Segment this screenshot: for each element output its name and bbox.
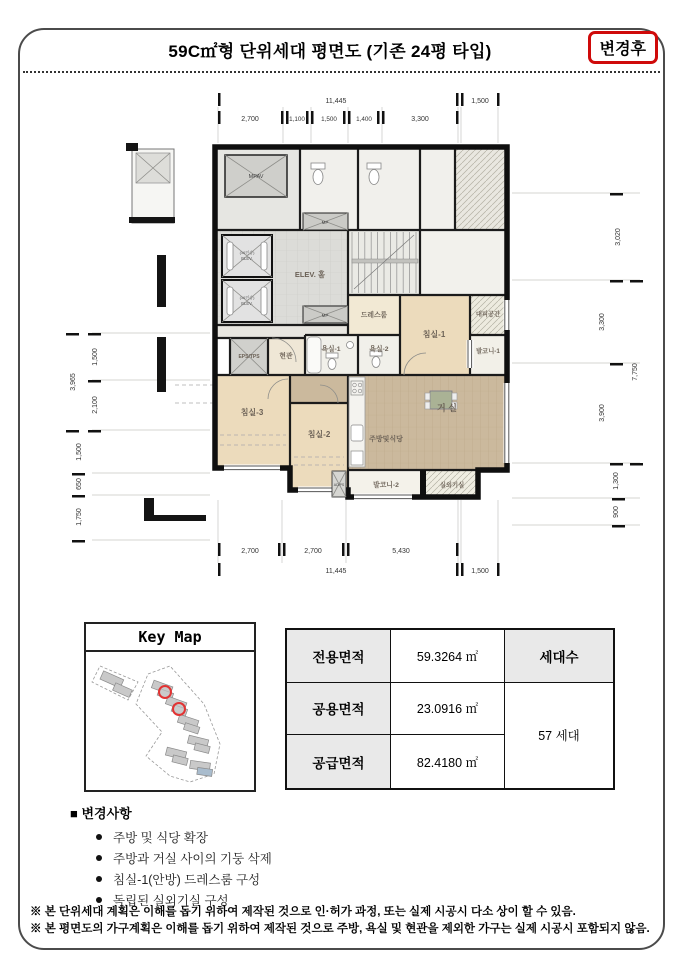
dim-top-seg: 2,700 bbox=[241, 116, 259, 123]
key-map-svg bbox=[86, 652, 254, 790]
elevator-capacity-label: (16인승) bbox=[239, 250, 255, 255]
area-table-value: 59.3264 ㎡ bbox=[391, 630, 505, 683]
refuge-label: 대피공간 bbox=[475, 311, 501, 318]
dim-bottom-seg: 2,700 bbox=[304, 548, 322, 555]
dim-bottom-total: 11,445 bbox=[325, 568, 347, 575]
floor-plan-svg bbox=[0, 85, 683, 600]
elevator-label: ELEV. bbox=[241, 301, 253, 306]
adjacent-structure-fragments bbox=[126, 143, 214, 521]
dim-left: 1,500 bbox=[92, 348, 99, 366]
living-label: 거 실 bbox=[437, 403, 457, 413]
dim-top-seg: 1,500 bbox=[321, 116, 337, 123]
mpav-label: MPAV bbox=[248, 174, 264, 180]
title-separator bbox=[23, 71, 660, 73]
change-item-text: 독립된 실외기실 구성 bbox=[113, 894, 229, 908]
page-title: 59C㎡형 단위세대 평면도 (기존 24평 타입) bbox=[168, 42, 492, 61]
changes-heading: ■ 변경사항 bbox=[70, 806, 132, 821]
area-table bbox=[285, 628, 615, 790]
units-value: 57 세대 bbox=[538, 729, 580, 744]
dim-bottom-seg: 2,700 bbox=[241, 548, 259, 555]
bedroom2-label: 침실-2 bbox=[307, 430, 331, 439]
site-building bbox=[186, 735, 211, 753]
area-table-value: 23.0916 ㎡ bbox=[391, 683, 505, 736]
highlighted-unit-marker bbox=[159, 686, 171, 698]
bullet-icon bbox=[96, 897, 102, 903]
site-building bbox=[176, 714, 202, 733]
area-table-value: 82.4180 ㎡ bbox=[391, 735, 505, 788]
elev-hall-label: ELEV. 홀 bbox=[294, 270, 326, 279]
list-item bbox=[96, 828, 500, 846]
dim-left: 650 bbox=[76, 478, 83, 490]
kitchen-fixtures bbox=[349, 377, 365, 467]
dim-right: 900 bbox=[613, 506, 620, 518]
list-item bbox=[96, 870, 500, 888]
revision-stamp: 변경후 bbox=[588, 31, 658, 64]
dim-bottom-right: 1,500 bbox=[471, 568, 489, 575]
highlighted-unit-marker bbox=[173, 703, 185, 715]
site-building bbox=[164, 747, 189, 765]
area-table-label: 전용면적 bbox=[287, 630, 391, 683]
balcony-divider-wall bbox=[420, 470, 426, 497]
bedroom3-label: 침실-3 bbox=[240, 408, 264, 417]
units-header: 세대수 bbox=[505, 630, 613, 683]
dim-left: 2,100 bbox=[92, 396, 99, 414]
footnote-line: ※ 본 평면도의 가구계획은 이해를 돕기 위하여 제작된 것으로 주방, 욕실 및 현관을 제외한 가구는 실제 시공시 포함되지 않음. bbox=[30, 922, 650, 935]
bath1-label: 욕실-1 bbox=[321, 346, 341, 353]
dim-right: 1,300 bbox=[613, 472, 620, 490]
site-building bbox=[98, 671, 135, 698]
changes-list bbox=[70, 828, 500, 909]
mp-label: MP bbox=[321, 313, 329, 318]
change-item-text: 주방 및 식당 확장 bbox=[113, 831, 208, 845]
balcony2-label: 발코니-2 bbox=[373, 482, 399, 489]
adps-label: AD/PS bbox=[333, 483, 345, 487]
dim-left: 3,965 bbox=[70, 373, 77, 391]
kitchen-label: 주방및식당 bbox=[369, 436, 403, 443]
dim-right: 3,300 bbox=[599, 313, 606, 331]
elevator-capacity-label: (16인승) bbox=[239, 295, 255, 300]
bath2-label: 욕실-2 bbox=[369, 346, 389, 353]
mp-label: MP bbox=[321, 220, 329, 225]
change-item-text: 침실-1(안방) 드레스룸 구성 bbox=[113, 873, 261, 887]
key-map-panel bbox=[84, 622, 256, 792]
dim-left: 1,500 bbox=[76, 443, 83, 461]
dim-top-seg: 1,400 bbox=[356, 116, 372, 123]
dim-top-seg: 1,100 bbox=[289, 116, 305, 123]
dim-right: 7,750 bbox=[632, 363, 639, 381]
area-table-label: 공용면적 bbox=[287, 683, 391, 736]
dim-top-right: 1,500 bbox=[471, 98, 489, 105]
footnotes bbox=[30, 904, 660, 937]
dim-right: 3,020 bbox=[615, 228, 622, 246]
list-item bbox=[96, 849, 500, 867]
key-map-title: Key Map bbox=[86, 624, 254, 652]
outdoor-unit-label: 실외기실 bbox=[439, 482, 465, 489]
bullet-icon bbox=[96, 876, 102, 882]
footnote-line: ※ 본 단위세대 계획은 이해를 돕기 위하여 제작된 것으로 인·허가 과정, 또는 실제 시공시 다소 상이 할 수 있음. bbox=[30, 906, 576, 918]
dim-left: 1,750 bbox=[76, 508, 83, 526]
bullet-icon bbox=[96, 855, 102, 861]
balcony1-label: 발코니-1 bbox=[476, 348, 500, 355]
dim-top-total: 11,445 bbox=[325, 98, 347, 105]
dim-right: 3,900 bbox=[599, 404, 606, 422]
changes-section bbox=[70, 803, 500, 912]
dim-top-seg: 3,300 bbox=[411, 116, 429, 123]
eps-label: EPS/TPS bbox=[238, 354, 260, 360]
entrance-label: 현관 bbox=[279, 353, 293, 360]
site-building bbox=[189, 760, 214, 776]
bullet-icon bbox=[96, 834, 102, 840]
area-table-label: 공급면적 bbox=[287, 735, 391, 788]
change-item-text: 주방과 거실 사이의 기둥 삭제 bbox=[113, 852, 272, 866]
elevator-label: ELEV. bbox=[241, 256, 253, 261]
bedroom1-label: 침실-1 bbox=[422, 330, 446, 339]
dim-bottom-seg: 5,430 bbox=[392, 548, 410, 555]
dressroom-label: 드레스룸 bbox=[360, 312, 388, 319]
